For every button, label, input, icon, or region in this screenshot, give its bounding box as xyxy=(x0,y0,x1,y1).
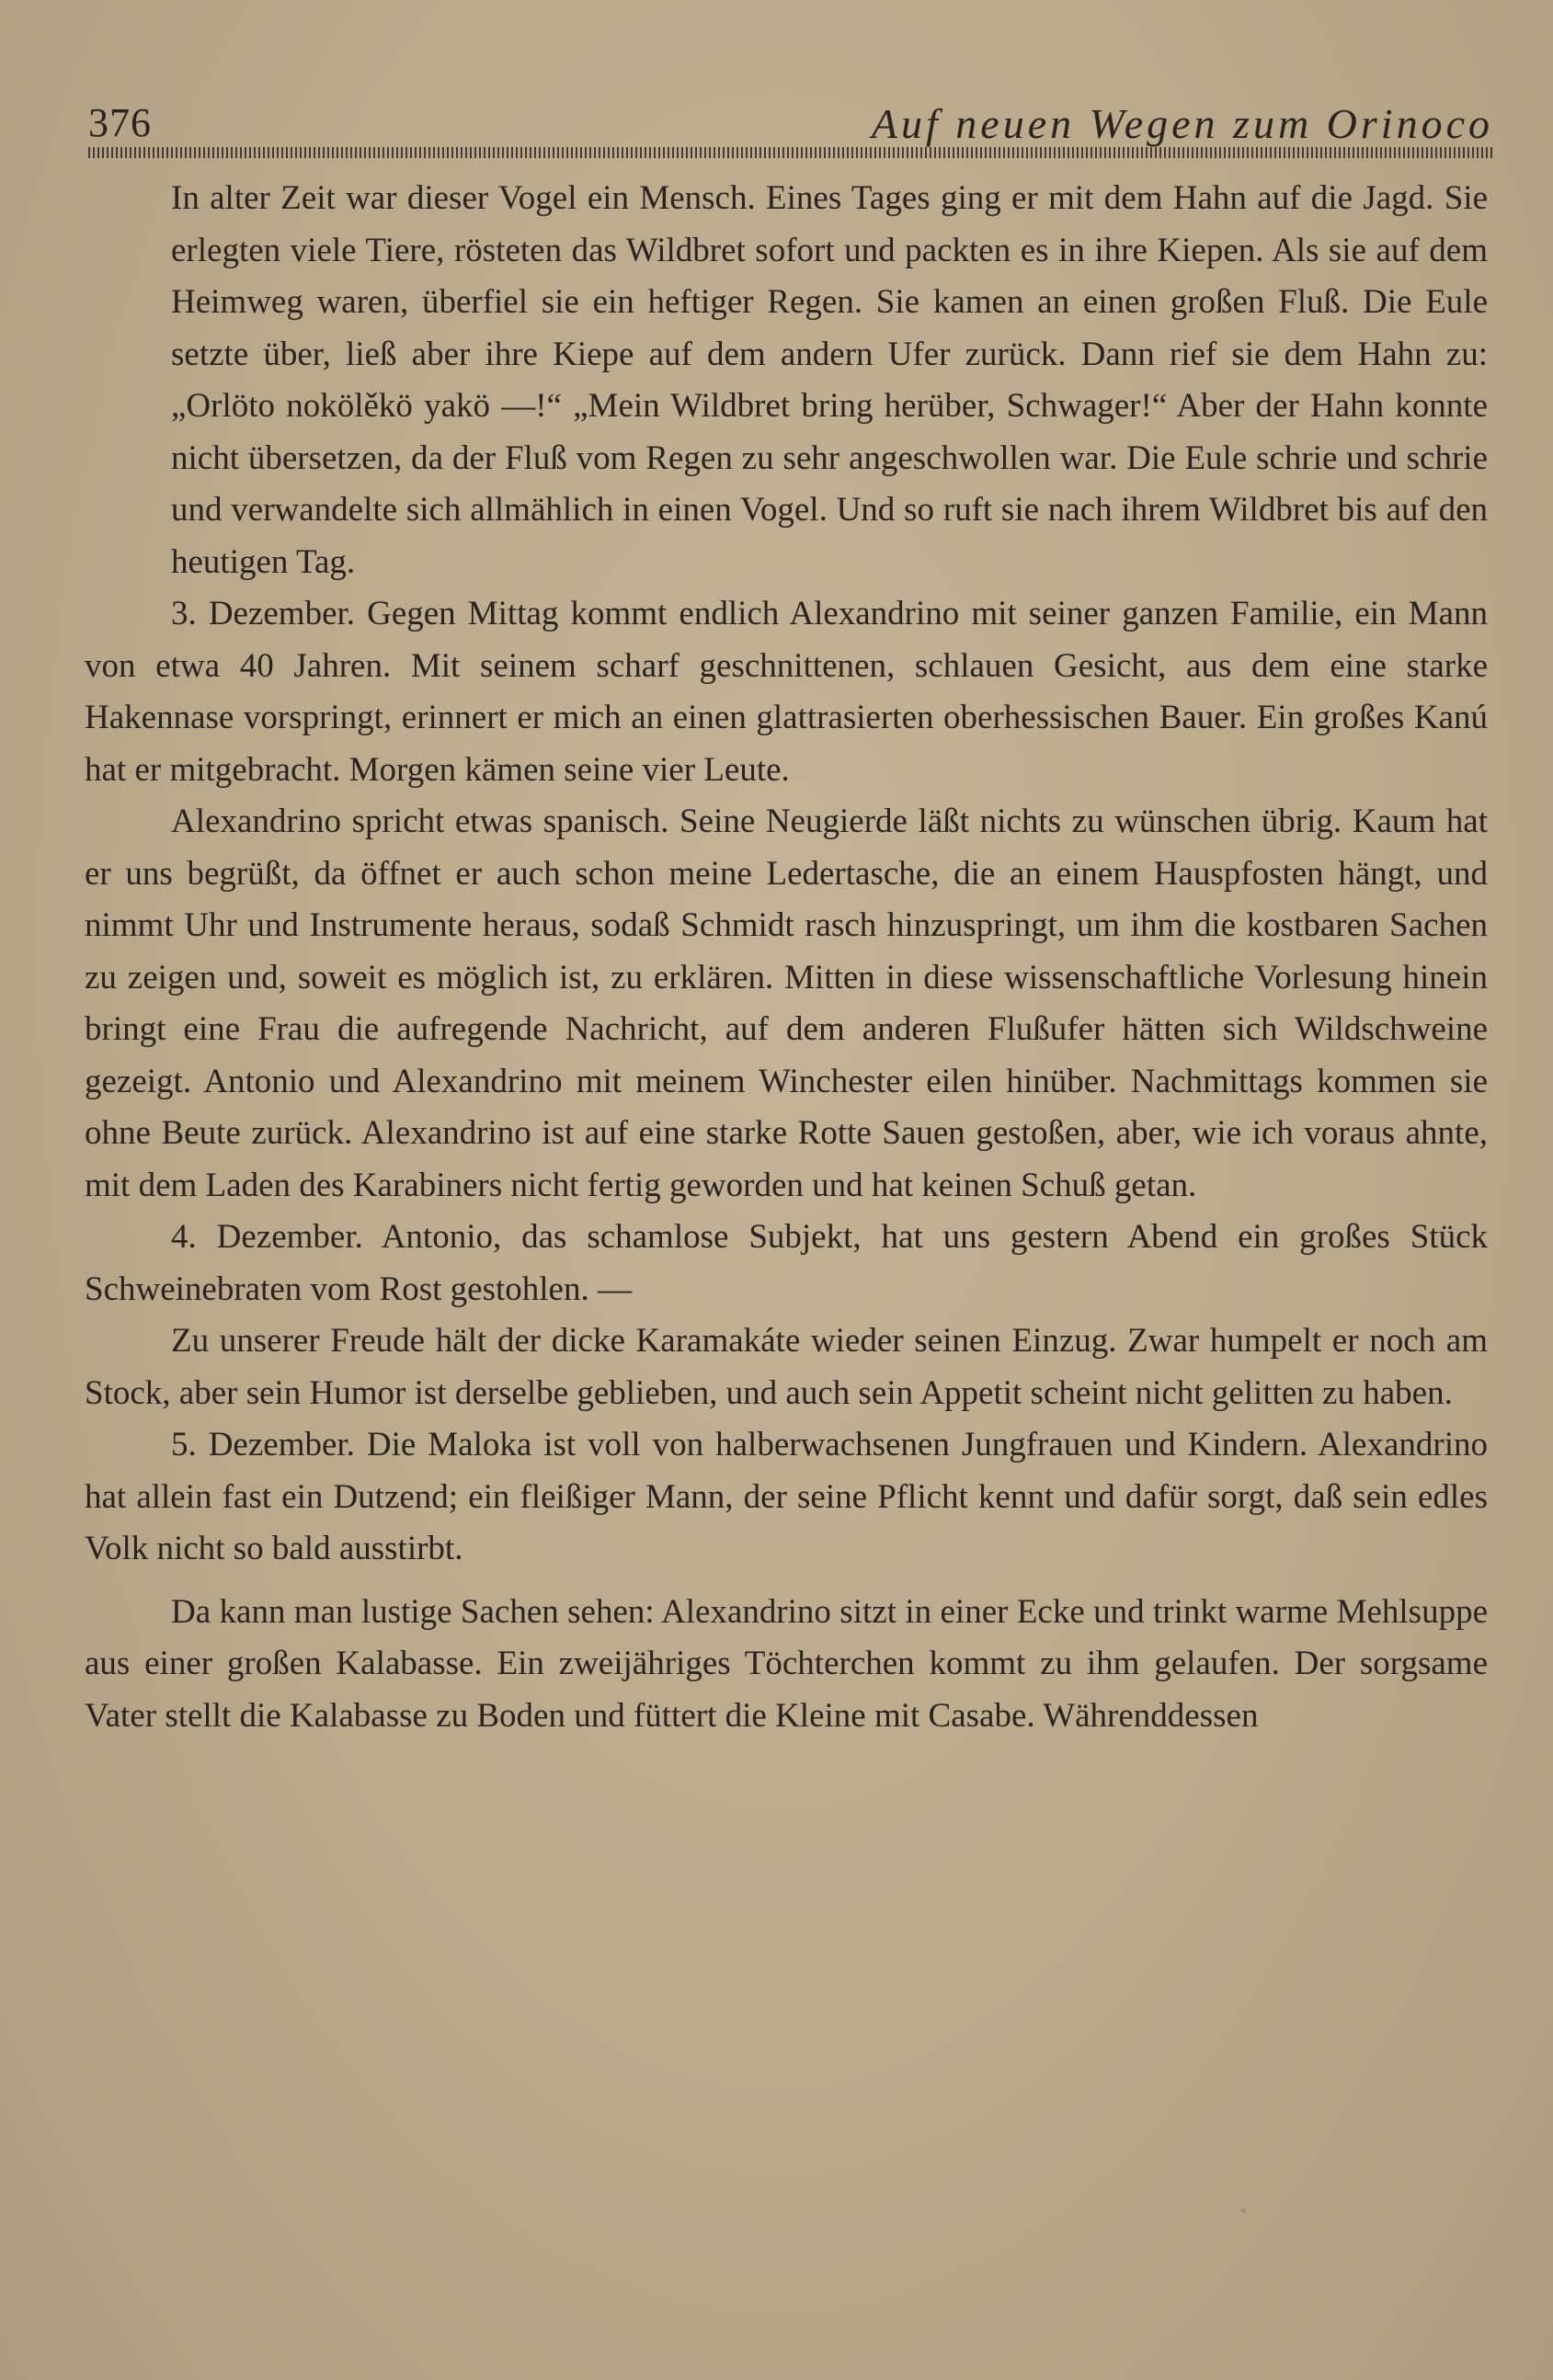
paragraph-dec-4: 4. Dezember. Antonio, das schamlose Subjekt, hat uns gestern Abend ein großes Stück Schweinebraten vom Rost gestohlen. — xyxy=(85,1218,1488,1308)
running-title: Auf neuen Wegen zum Orinoco xyxy=(871,100,1493,147)
paragraph-dec-3: 3. Dezember. Gegen Mittag kommt endlich Alexandrino mit seiner ganzen Familie, ein Mann von etwa 40 Jahren. Mit seinem scharf geschnittenen, schlauen Gesicht, aus dem eine starke Hakennase vorspringt, erinnert er mich an einen glattrasierten oberhessischen Bauer. Ein großes Kanú hat er mitgebracht. Morgen kämen seine vier Leute. xyxy=(85,595,1488,789)
paragraph-kalabasse: Da kann man lustige Sachen sehen: Alexandrino sitzt in einer Ecke und trinkt warme Mehlsuppe aus einer großen Kalabasse. Ein zweijähriges Töchterchen kommt zu ihm gelaufen. Der sorgsame Vater stellt die Kalabasse zu Boden und füttert die Kleine mit Casabe. Währenddessen xyxy=(85,1592,1488,1735)
header-rule xyxy=(88,147,1493,158)
paragraph-dec-5: 5. Dezember. Die Maloka ist voll von halberwachsenen Jungfrauen und Kindern. Alexandrino hat allein fast ein Dutzend; ein fleißiger Mann, der seine Pflicht kennt und dafür sorgt, daß sein edles Volk nicht so bald ausstirbt. xyxy=(85,1426,1488,1567)
page-number: 376 xyxy=(88,100,152,145)
body-text xyxy=(85,173,1488,1742)
paragraph-alexandrino-curiosity: Alexandrino spricht etwas spanisch. Seine Neugierde läßt nichts zu wünschen übrig. Kaum hat er uns begrüßt, da öffnet er auch schon meine Ledertasche, die an einem Hauspfosten hängt, und nimmt Uhr und Instrumente heraus, sodaß Schmidt rasch hinzuspringt, um ihm die kostbaren Sachen zu zeigen und, soweit es möglich ist, zu erklären. Mitten in diese wissenschaftliche Vorlesung hinein bringt eine Frau die aufregende Nachricht, auf dem anderen Flußufer hätten sich Wildschweine gezeigt. Antonio und Alexandrino mit meinem Winchester eilen hinüber. Nachmittags kommen sie ohne Beute zurück. Alexandrino ist auf eine starke Rotte Sauen gestoßen, aber, wie ich voraus ahnte, mit dem Laden des Karabiners nicht fertig geworden und hat keinen Schuß getan. xyxy=(85,803,1488,1204)
page-header xyxy=(88,99,1493,145)
paragraph-karamakate: Zu unserer Freude hält der dicke Karamakáte wieder seinen Einzug. Zwar humpelt er noch am Stock, aber sein Humor ist derselbe geblieben, und auch sein Appetit scheint nicht gelitten zu haben. xyxy=(85,1322,1488,1412)
paper-speck xyxy=(1241,2208,1246,2213)
paragraph-owl-legend: In alter Zeit war dieser Vogel ein Mensch. Eines Tages ging er mit dem Hahn auf die Jagd. Sie erlegten viele Tiere, rösteten das Wildbret sofort und packten es in ihre Kiepen. Als sie auf dem Heimweg waren, überfiel sie ein heftiger Regen. Sie kamen an einen großen Fluß. Die Eule setzte über, ließ aber ihre Kiepe auf dem andern Ufer zurück. Dann rief sie dem Hahn zu: „Orlöto nokölěkö yakö —!“ „Mein Wildbret bring herüber, Schwager!“ Aber der Hahn konnte nicht übersetzen, da der Fluß vom Regen zu sehr angeschwollen war. Die Eule schrie und schrie und verwandelte sich allmählich in einen Vogel. Und so ruft sie nach ihrem Wildbret bis auf den heutigen Tag. xyxy=(171,179,1488,581)
